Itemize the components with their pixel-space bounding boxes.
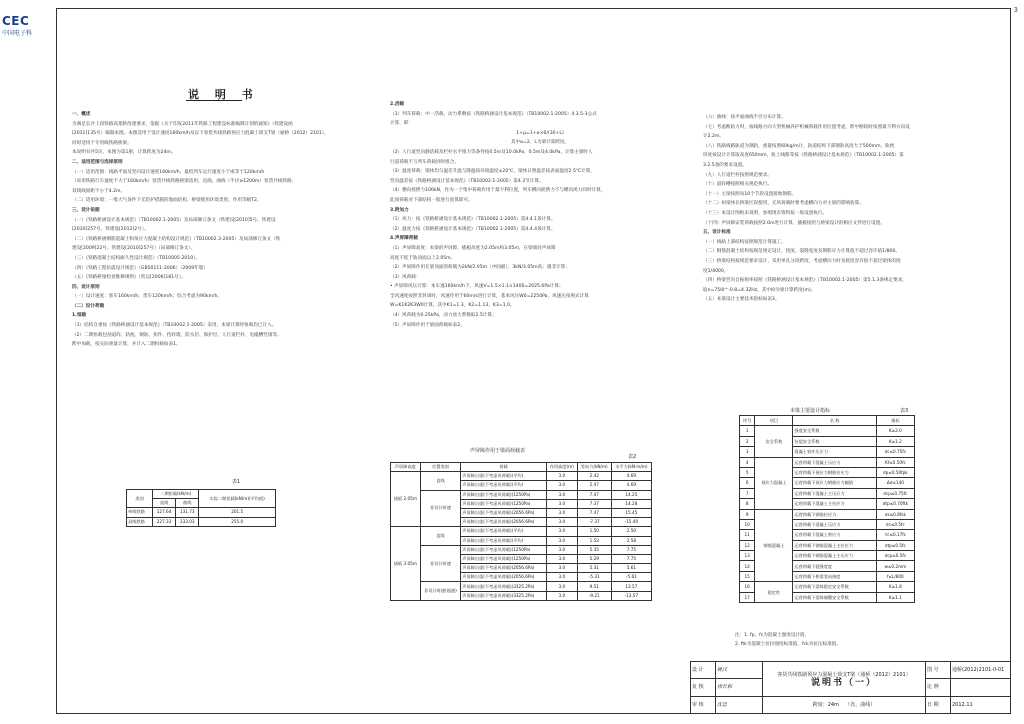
table2-height-value: 3.0	[546, 481, 577, 490]
logo-mark: CEC	[2, 14, 30, 28]
section-heading: （二）设计荷载	[72, 303, 105, 309]
paragraph-line: （二）适用环境：一般大气条件下无防护措施的地面结构，桥梁使用环境类别，作用等级T2。	[72, 198, 262, 204]
table2-height-value: 3.0	[546, 564, 577, 573]
table3-group-cell: 预应力混凝土	[755, 457, 793, 509]
paragraph-line: （2）声屏障作用在梁顶面的荷载为2kN/2.05m（中间板）、3kN/3.05m高；遇非计算；	[390, 265, 570, 271]
table3-no-cell: 8	[740, 499, 755, 509]
table2-header-cell: 竖向力(kN/m)	[577, 463, 611, 472]
table-row	[127, 517, 276, 526]
paragraph-line: （十一）主梁按照每10个节段设置接地钢筋。	[703, 191, 797, 197]
paragraph-line: 1+μ=1+α×6/(30+L)	[516, 130, 564, 136]
paragraph-line: （二）《铁路桥涵钢筋混凝土和预应力混凝土结构设计规范》（TB10002.3-2005）及局部修订条文（铁	[72, 236, 281, 242]
table3-value-cell: K≥1.2	[876, 436, 914, 446]
table1-sub-a: 直线	[152, 499, 175, 508]
paragraph-line: [2011]135号）编制本图。本图适用于设计速度160km/h及以下客货共线铁路预应力混凝土简支T梁（通桥（2012）2101），	[72, 131, 329, 137]
table2-height-value: 3.0	[546, 582, 577, 591]
table3-no-cell: 6	[740, 478, 755, 488]
table3-name-cell: 运营荷载下钢筋混凝土主压应力	[793, 551, 876, 561]
section-heading: 五、设计标准	[703, 230, 731, 236]
table3-no-cell: 4	[740, 457, 755, 467]
table2-load-cell: 声屏障自重(不考虑风荷载)(2056.6Pa)	[461, 508, 547, 517]
table3-no-cell: 13	[740, 551, 755, 561]
table2-load-cell: 声屏障自重(不考虑风荷载)(2056.6Pa)	[461, 573, 547, 582]
tb-span: 跨度：24m	[812, 701, 839, 708]
table-row	[740, 457, 915, 467]
table3-name-cell: 混凝土容许压应力	[793, 447, 876, 457]
document-title: 说 明 书	[188, 88, 259, 101]
table2-load-cell: 声屏障自重(不考虑风荷载)(1250Pa)	[461, 554, 547, 563]
table2-vertical-value: 7.47	[577, 508, 611, 517]
table2-position-cell: 非设计时速	[420, 490, 461, 527]
table1-head-right: 实际二期恒载(kN/m)(平均值)	[199, 490, 276, 508]
table2-moment-value: 2.58	[611, 536, 651, 545]
tb-label-design: 设 计	[691, 662, 716, 679]
table2-moment-value: 4.69	[611, 472, 651, 481]
table2-load-cell: 声屏障自重(不考虑风荷载)(平均)	[461, 472, 547, 481]
paragraph-line: （十三）本设计图纸未说明，参照现有资料按一般设置执行。	[703, 210, 828, 216]
table3-name-cell: 运营荷载下混凝土主拉应力	[793, 499, 876, 509]
table3-name-cell: 运营荷载下梁体稳定安全系数	[793, 582, 876, 592]
table2-moment-value: -15.40	[611, 518, 651, 527]
table2-vertical-value: 2.42	[577, 472, 611, 481]
table-header-row	[740, 416, 915, 426]
table3-value-cell: σc≤0.5fc	[876, 519, 914, 529]
paragraph-line: （一）适用范围：线路平面及竖向设计速度160km/h，最低列车运行速度小于或等于120km/h	[72, 169, 265, 175]
table3-name-cell: 运营荷载下裂缝宽度	[793, 561, 876, 571]
table2-moment-value: 7.75	[611, 554, 651, 563]
table3-value-cell: σcp≤0.5fc	[876, 551, 914, 561]
paragraph-line: （5）声屏障作用于梁面荷载如表2。	[390, 322, 465, 328]
paragraph-line: （三）桥梁结构按规范要求设计，采用单孔分段跨度，考虑横向力时及挠度容许值不超过梁体的挠	[703, 258, 901, 264]
table2-header-cell: 作用高度(m)	[546, 463, 577, 472]
paragraph-line: • 声屏障风压计算：本车速160km/h下，风速V=1.5×1.1×1400=2025.6Pa计算；	[390, 284, 564, 290]
table3-no-cell: 12	[740, 540, 755, 550]
table2-vertical-value: -5.31	[577, 573, 611, 582]
paragraph-line: 同时适用于专用线铁路桥梁。	[72, 140, 132, 146]
table2-height-value: 3.0	[546, 499, 577, 508]
table3-value-cell: K≥2.0	[876, 426, 914, 436]
paragraph-line: （1）风力：按《铁路桥涵设计基本规范》（TB10002.1-2005）第4.4.1条计算。	[390, 217, 556, 223]
table3-value-cell: σcp≤0.75fc	[876, 488, 914, 498]
table2-height-value: 3.0	[546, 472, 577, 481]
table2-vertical-value: 7.37	[577, 499, 611, 508]
section-heading: 1.恒载	[72, 313, 87, 319]
paragraph-line: （2）温度力按《铁路桥涵设计基本规范》（TB10002.1-2005）第4.4.4条计算。	[390, 226, 556, 232]
table3-value-cell: K≥1.8	[876, 582, 914, 592]
table3-name-cell: 运营荷载下混凝土压应力	[793, 457, 876, 467]
table3-no-cell: 11	[740, 530, 755, 540]
table3-no-cell: 3	[740, 447, 755, 457]
company-logo	[2, 14, 46, 36]
paragraph-line: （1）结构自重按《铁路桥涵设计基本规范》（TB10002.1-2005）采用，本梁计算时恒载均已计入。	[72, 323, 277, 329]
table3-name-cell: 抗裂安全系数	[793, 436, 876, 446]
table1-cell: 233.03	[176, 517, 199, 526]
paragraph-line: （3）风荷载：	[390, 274, 421, 280]
paragraph-line: 计2.2m。	[703, 134, 724, 140]
table-row	[740, 509, 915, 519]
tb-label-no: 图 号	[926, 662, 951, 679]
paragraph-line: 全风速度按照非封闭时，风速作用于60m/s进行计算，基本风压W0=2250Pa，风速压按照式计算	[390, 293, 589, 299]
table2-height-value: 3.0	[546, 554, 577, 563]
table3-no-cell: 7	[740, 488, 755, 498]
table2-moment-value: 14.25	[611, 490, 651, 499]
table1-sub-b: 曲线	[176, 499, 199, 508]
signature-checker: 徐长和	[716, 679, 763, 696]
section-heading: 一、概述	[72, 112, 91, 117]
section-heading: 3.附加力	[390, 207, 409, 213]
table3-value-cell: σc≤0.75fc	[876, 447, 914, 457]
table3-value-cell: f≤L/800	[876, 571, 914, 581]
table2-moment-value: 15.45	[611, 508, 651, 517]
paragraph-line: （五）本梁设计主要技术指标如表3。	[703, 297, 780, 303]
table2-position-cell: 非设计时速	[420, 545, 461, 582]
paragraph-line: （一）设计速度：客车160km/h，货车120km/h；综合考虑为90km/h。	[72, 294, 223, 300]
table3-value-cell: Kf≤0.50fc	[876, 457, 914, 467]
paragraph-line: 建设[2009]22号、铁建设[2010]257号）（局部修订条文）。	[72, 246, 196, 252]
text-column-2	[390, 100, 690, 330]
table2-position-cell: 直线	[420, 472, 461, 490]
paragraph-line: （五）《铁路桥梁检查维修规则》（铁运[2006]181号）。	[72, 275, 186, 281]
table3-note-line: 2. ftk为混凝土抗拉强度标准值，fck为抗压标准值。	[735, 642, 841, 647]
paragraph-line: 取n=75l0^-0.8=4.32Hz，其中l0为梁计算跨度(m)。	[703, 287, 816, 293]
tb-value-date: 2012.11	[951, 696, 1011, 713]
paragraph-line: （4）风荷载为0.25kPa，动力放大系数取2.5计算；	[390, 313, 497, 319]
table3-name-cell: 运营荷载下混凝土主压应力	[793, 488, 876, 498]
paragraph-line: （九）人行道栏杆按照规范要求。	[703, 172, 772, 178]
paragraph-line: （三）《铁路混凝土结构耐久性设计规范》（TB10005-2010）。	[72, 255, 201, 261]
table2-height-value: 3.0	[546, 591, 577, 600]
table2-load-cell: 声屏障自重(不考虑风荷载)(平均)	[461, 527, 547, 536]
table2-header-cell: 位置类别	[420, 463, 461, 472]
table2-height-cell: 插板 3.05m	[391, 527, 421, 601]
table1-cell: 单线铁路	[127, 508, 153, 517]
table2-vertical-value: 2.47	[577, 481, 611, 490]
paragraph-line: （1）列车荷载：中一活载，动力系数按《铁路桥涵设计基本规范》（TB10002.1-2005）4.3.5-3公式	[390, 111, 597, 117]
table-row	[127, 508, 276, 517]
table2-height-value: 3.0	[546, 518, 577, 527]
paragraph-line: 行道荷载不与列车荷载同时组合。	[390, 159, 459, 165]
table3-no-cell: 14	[740, 561, 755, 571]
table-row	[740, 582, 915, 592]
table3-no-cell: 9	[740, 509, 755, 519]
paragraph-line: （2）人行道竖向静活载及栏杆水平推力等条件按0.5m及10.0kPa，0.5m及4.0kPa，计算主梁时人	[390, 149, 593, 155]
paragraph-line: （十二）如梁体在桥梁区段使用，无风荷载时要考虑横向力对主梁的影响验算。	[703, 201, 864, 207]
table3-value-cell: σp≤0.50fpk	[876, 467, 914, 477]
paragraph-line: （六）曲线：按平面曲线半径分布计算。	[703, 115, 786, 120]
table2-moment-value: 14.28	[611, 499, 651, 508]
paragraph-line: （2）二期恒载包括道砟、轨枕、钢轨、扣件、挡砟墙、防水层、保护层、人行道栏杆、电缆槽竖墙等。	[72, 332, 282, 338]
table-row	[391, 490, 652, 499]
table3-header-cell: 名 称	[793, 416, 876, 426]
table2-load-cell: 声屏障自重(不考虑风荷载)(1250Pa)	[461, 545, 547, 554]
table1-cell: 227.33	[152, 517, 175, 526]
table2-position-cell: 直线	[420, 527, 461, 545]
table3-name-cell: 运营荷载下钢筋拉应力	[793, 509, 876, 519]
paragraph-line: [2010]257号、铁建设[2012]2号）。	[72, 227, 149, 233]
paragraph-line: （1）声屏障高度：本梁的声屏障，插板高度为2.05m和3.05m，在梁端处声屏障	[390, 245, 556, 251]
paragraph-line: 其中α=2，L为梁计算跨度。	[510, 140, 570, 146]
tb-value-no: 通桥(2012)2101-II-01	[951, 662, 1011, 679]
table3-no-cell: 17	[740, 592, 755, 602]
paragraph-line: （十）道砟槽按照相关规范执行。	[703, 182, 772, 188]
tb-label-check: 复 核	[691, 679, 716, 696]
table3-header-cell: 序号	[740, 416, 755, 426]
table2-moment-value: 7.75	[611, 545, 651, 554]
table-row	[391, 582, 652, 591]
table3-no-cell: 16	[740, 582, 755, 592]
table-row	[391, 472, 652, 481]
table2-vertical-value: 5.31	[577, 564, 611, 573]
table1-cell: 255.0	[199, 517, 276, 526]
table3-name-cell: 运营荷载下预应力钢筋拉应力	[793, 467, 876, 477]
table3-group-cell: 钢筋混凝土	[755, 509, 793, 582]
table3-name-cell: 运营荷载下混凝土剪应力	[793, 530, 876, 540]
table-secondary-dead-load	[126, 489, 276, 527]
table1-cell: 127.64	[152, 508, 175, 517]
table2-moment-value: 4.69	[611, 481, 651, 490]
table-design-indices	[739, 415, 915, 603]
table2-vertical-value: 5.35	[577, 545, 611, 554]
table2-height-value: 3.0	[546, 573, 577, 582]
paragraph-line: 度1/4000。	[703, 268, 729, 274]
table2-height-value: 3.0	[546, 490, 577, 499]
table2-load-cell: 声屏障自重(不考虑风荷载)(平均)	[461, 481, 547, 490]
table3-name-cell: 运营荷载下梁体倾覆安全系数	[793, 592, 876, 602]
table2-moment-value: 13.57	[611, 582, 651, 591]
table2-load-cell: 声屏障自重(不考虑风荷载)(平均)	[461, 536, 547, 545]
table2-header-cell: 荷载	[461, 463, 547, 472]
paragraph-line: （十四）声屏障安装荷载按照2.0m进行计算，插板按照与桥梁设计的相应文件进行设置。	[703, 220, 885, 226]
table2-load-cell: 声屏障自重(不考虑风荷载)(3325.2Pa)	[461, 591, 547, 600]
table3-note-line: 注：1. fp、fc为混凝土强度设计值；	[735, 633, 810, 638]
table-row	[391, 527, 652, 536]
table2-moment-value: -13.57	[611, 591, 651, 600]
signature-designer: 姚汉	[716, 662, 763, 679]
table3-value-cell: w≤0.2mm	[876, 561, 914, 571]
table2-header-cell: 声屏障高度	[391, 463, 421, 472]
paragraph-line: （四）桥梁竖向自振频率按照《铁路桥涵设计基本规范》（TB10002.1-2005）第5.1.3条规定要求，	[703, 278, 907, 284]
paragraph-line: （3）温度荷载：梁体均匀温差升温与降温按环境温度±20℃，梁体日照温差按表面温度2.5℃计算，	[390, 169, 595, 175]
section-heading: 四、设计原则	[72, 284, 100, 290]
table3-value-cell: K≥1.1	[876, 592, 914, 602]
table3-value-cell: σtp≤0.5fc	[876, 540, 914, 550]
paragraph-line: （二）钢筋混凝土结构按规范规定设计，挠度、裂缝宽度及钢筋应力计算值不超过容许值1/800。	[703, 249, 900, 255]
table2-vertical-value: 7.47	[577, 490, 611, 499]
tb-scale-note: （直、曲线）	[845, 701, 876, 708]
paragraph-line: 高度不低于轨顶面以上2.05m。	[390, 255, 456, 261]
table-row	[391, 545, 652, 554]
table3-group-cell: 安全系数	[755, 426, 793, 457]
table2-load-cell: 声屏障自重(不考虑风荷载)(1250Pa)	[461, 499, 547, 508]
table2-number: 表2	[628, 454, 637, 460]
text-column-3	[703, 113, 1003, 305]
table2-vertical-value: 1.53	[577, 536, 611, 545]
table2-vertical-value: -7.37	[577, 518, 611, 527]
table3-no-cell: 2	[740, 436, 755, 446]
table3-no-cell: 10	[740, 519, 755, 529]
tb-label-date: 日 期	[926, 696, 951, 713]
table1-head-type: 类别	[127, 490, 153, 508]
signature-reviewer: 沈忠	[716, 696, 763, 713]
table3-header-cell: 项目	[755, 416, 793, 426]
paragraph-line: 竖向温差按《铁路桥涵设计基本规范》（TB10002.1-2005）第4.3节计算。	[390, 178, 544, 184]
table2-height-value: 3.0	[546, 545, 577, 554]
table-row	[740, 426, 915, 436]
table2-position-cell: 非设计时速(超速)	[420, 582, 461, 600]
title-underline	[186, 100, 242, 101]
table2-load-cell: 声屏障自重(不考虑风荷载)(1250Pa)	[461, 490, 547, 499]
table-noise-barrier-load	[390, 462, 652, 601]
table3-name-cell: 运营荷载下桥梁竖向挠度	[793, 571, 876, 581]
table1-cell: 201.5	[199, 508, 276, 517]
paragraph-line: （采用铁路行车速度不大于160km/h）客货共线铁路桥梁适用，直线、曲线（半径≥1200m）客货共线铁路，	[72, 179, 297, 185]
table3-no-cell: 5	[740, 467, 755, 477]
table3-number: 表3	[900, 408, 909, 414]
tb-label-ratio: 比 例	[926, 679, 951, 696]
paragraph-line: 跨中加载，按实际重量计算，并计入二期恒载如表1。	[72, 342, 181, 348]
table3-name-cell: 运营荷载下混凝土压应力	[793, 519, 876, 529]
table2-load-cell: 声屏障自重(不考虑风荷载)(2056.6Pa)	[461, 564, 547, 573]
table3-value-cell: τc≤0.17fc	[876, 530, 914, 540]
table2-vertical-value: -9.21	[577, 591, 611, 600]
text-column-1	[72, 110, 384, 350]
tb-label-review: 审 核	[691, 696, 716, 713]
paragraph-line: 为满足长沙上段铁路高架桥改建要求，依据《关于印发2011年铁路工程建设标准编制计划的通知》（铁建设函	[72, 121, 293, 127]
table3-value-cell: Δσ≤140	[876, 478, 914, 488]
logo-subtitle: 中国电子科	[2, 30, 33, 37]
table-header-row	[391, 463, 652, 472]
page-number: 3	[1013, 6, 1018, 14]
section-heading: 2.活载	[390, 102, 405, 107]
paragraph-line: 厚度按设计计算取高度650mm，轨上线路等按《铁路桥涵设计基本规范》（TB10002.1-2005）第	[703, 153, 904, 159]
table1-cell: 131.73	[176, 508, 199, 517]
table2-moment-value: 5.61	[611, 564, 651, 573]
paragraph-line: （一）《铁路桥涵设计基本规范》（TB10002.1-2005）及局部修订条文（铁建设[2010]5号、铁建设	[72, 217, 276, 223]
table3-value-cell: σtp≤0.70ftk	[876, 499, 914, 509]
table2-vertical-value: 9.51	[577, 582, 611, 591]
table2-vertical-value: 1.50	[577, 527, 611, 536]
paragraph-line: （一）线路上部结构按照规范计算施工。	[703, 239, 786, 245]
table3-header-cell: 指标	[876, 416, 914, 426]
table2-vertical-value: 5.29	[577, 554, 611, 563]
table3-name-cell: 强度安全系数	[793, 426, 876, 436]
paragraph-line: （七）考虑断轨力时，按线路方向大型机械养护机械荷载作用位置考虑，跨中断轨时按照最不利方向设	[703, 124, 910, 130]
table3-no-cell: 1	[740, 426, 755, 436]
table2-moment-value: -5.61	[611, 573, 651, 582]
tb-value-ratio	[951, 679, 1011, 696]
table3-name-cell: 运营荷载下预应力钢筋应力幅值	[793, 478, 876, 488]
table1-caption: 表1	[232, 479, 241, 485]
paragraph-line: 3.2.5条的要求设置。	[703, 162, 747, 168]
table2-load-cell: 声屏障自重(不考虑风荷载)(2056.6Pa)	[461, 518, 547, 527]
table2-height-value: 3.0	[546, 508, 577, 517]
table2-header-cell: 水平力(kN·m/m)	[611, 463, 651, 472]
tb-drawing-title: 说明书（一）	[810, 677, 877, 688]
paragraph-line: 双线线间距不小于4.2m。	[72, 188, 126, 194]
table3-notes	[735, 631, 841, 649]
table1-head-group: 二期恒载(kN/m)	[152, 490, 198, 499]
paragraph-line: W=K1K2K3W0计算，其中K1=1.3，K2=1.13，K3=1.0。	[390, 303, 515, 309]
table3-no-cell: 15	[740, 571, 755, 581]
section-heading: 三、设计依据	[72, 207, 100, 213]
paragraph-line: 计算，即：	[390, 121, 413, 127]
paragraph-line: （4）横向摇摆力100kN，作为一个集中荷载作用于最不利位置，列车横向摇摆力不与横向风力同时计算，	[390, 188, 606, 194]
table1-cell: 双线铁路	[127, 517, 153, 526]
table3-value-cell: σs≤0.8fsk	[876, 509, 914, 519]
section-heading: 二、适用范围与选择原则	[72, 159, 123, 165]
table2-height-value: 3.0	[546, 527, 577, 536]
table3-group-cell: 稳定性	[755, 582, 793, 603]
table3-name-cell: 运营荷载下钢筋混凝土主拉应力	[793, 540, 876, 550]
table2-height-cell: 插板 2.05m	[391, 472, 421, 527]
table2-moment-value: 2.50	[611, 527, 651, 536]
table2-height-value: 3.0	[546, 536, 577, 545]
paragraph-line: 此项荷载对下部结构一般进行验算即可。	[390, 197, 473, 203]
paragraph-line: （八）铁路线路轨道为钢轨，重量按照60kg/m计，轨道结构下部钢轨高度大于500mm，轨枕	[703, 143, 895, 149]
paragraph-line: （四）《铁路工程抗震设计规范》（GB50111-2006）（2009年版）	[72, 265, 208, 271]
paragraph-line: 本说明书共5页，本图为第1册，计算跨度为24m。	[72, 150, 176, 156]
table2-caption: 声屏障作用于梁面荷载表	[470, 448, 526, 454]
tb-project-name: 客货共线铁路预应力混凝土简支T梁（通桥（2012）2101）	[777, 671, 911, 678]
table3-caption: 本梁主要设计指标	[790, 408, 831, 414]
title-block	[690, 661, 1011, 714]
section-heading: 4.声屏障荷载	[390, 236, 418, 242]
table2-load-cell: 声屏障自重(不考虑风荷载)(3325.2Pa)	[461, 582, 547, 591]
